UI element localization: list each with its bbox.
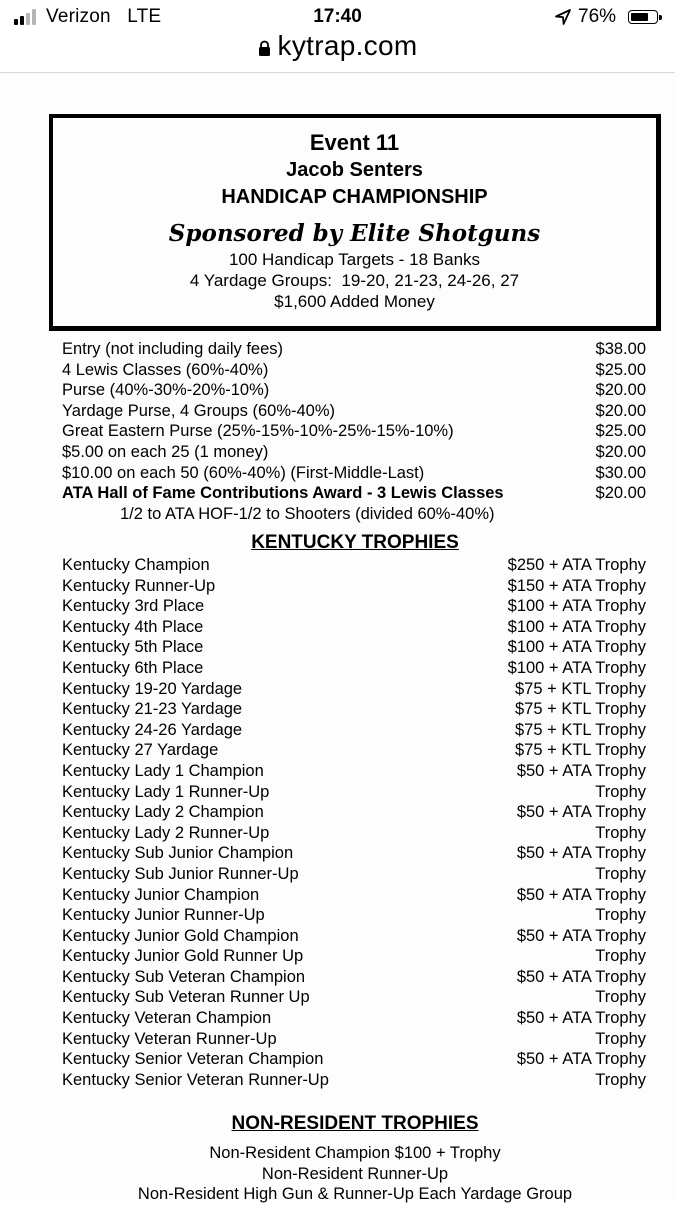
trophy-award: $50 + ATA Trophy: [516, 1050, 646, 1069]
fee-row: Entry (not including daily fees) $38.00: [62, 340, 646, 358]
non-resident-list: [0, 1143, 675, 1205]
trophy-label: Kentucky Junior Runner-Up: [62, 906, 265, 925]
kentucky-trophies-list: [62, 555, 646, 1090]
event-yardage-groups: 4 Yardage Groups: 19-20, 21-23, 24-26, 27: [189, 271, 520, 290]
trophy-row: [62, 761, 646, 782]
non-resident-line: Non-Resident Runner-Up: [261, 1164, 449, 1183]
trophy-label: Kentucky 27 Yardage: [62, 741, 219, 760]
event-added-money: $1,600 Added Money: [274, 292, 435, 311]
trophy-row: [62, 782, 646, 803]
clock: 17:40: [313, 6, 362, 27]
fees-list: [62, 339, 646, 524]
trophy-row: [62, 720, 646, 741]
trophy-label: Kentucky Lady 1 Runner-Up: [62, 782, 270, 801]
fee-row: Yardage Purse, 4 Groups (60%-40%) $20.00: [62, 401, 646, 420]
trophy-row: [62, 823, 646, 844]
non-resident-line: Non-Resident Champion $100 + Trophy: [209, 1144, 501, 1162]
trophy-row: [62, 967, 646, 988]
trophy-label: Kentucky Sub Veteran Runner Up: [62, 988, 310, 1007]
fee-row: 4 Lewis Classes (60%-40%) $25.00: [62, 360, 646, 379]
trophy-label: Kentucky 4th Place: [62, 617, 204, 636]
trophy-award: $100 + ATA Trophy: [507, 597, 646, 616]
trophy-award: $50 + ATA Trophy: [516, 926, 646, 945]
trophy-award: $150 + ATA Trophy: [507, 576, 646, 595]
trophy-label: Kentucky Lady 1 Champion: [62, 761, 264, 780]
trophy-row: [62, 1070, 646, 1091]
fees-note: 1/2 to ATA HOF-1/2 to Shooters (divided 60%-40%): [120, 504, 495, 523]
trophy-row: [62, 926, 646, 947]
trophy-award: $50 + ATA Trophy: [516, 803, 646, 822]
trophy-row: [62, 946, 646, 967]
trophy-label: Kentucky Senior Veteran Champion: [62, 1050, 324, 1069]
location-arrow-icon: [554, 8, 572, 26]
trophy-label: Kentucky 3rd Place: [62, 597, 205, 616]
trophy-label: Kentucky Sub Veteran Champion: [62, 967, 306, 986]
event-name: Jacob Senters: [286, 159, 423, 181]
trophy-label: Kentucky Junior Gold Champion: [62, 926, 299, 945]
trophy-row: [62, 1029, 646, 1050]
fee-row: $5.00 on each 25 (1 money) $20.00: [62, 442, 646, 461]
trophy-row: [62, 679, 646, 700]
fee-row: $10.00 on each 50 (60%-40%) (First-Middle-Last) $30.00: [62, 463, 646, 482]
battery-percent: 76%: [578, 6, 617, 27]
trophy-label: Kentucky Lady 2 Champion: [62, 803, 264, 822]
trophy-award: Trophy: [595, 947, 646, 966]
trophy-award: Trophy: [595, 1070, 646, 1089]
trophy-award: Trophy: [595, 864, 646, 883]
trophy-label: Kentucky Sub Junior Champion: [62, 844, 294, 863]
trophy-award: Trophy: [595, 1029, 646, 1048]
trophy-row: [62, 843, 646, 864]
trophy-award: $100 + ATA Trophy: [507, 638, 646, 657]
trophy-label: Kentucky 24-26 Yardage: [62, 720, 243, 739]
event-title: Event 11: [309, 130, 400, 155]
trophy-row: [62, 1049, 646, 1070]
trophy-award: Trophy: [595, 988, 646, 1007]
trophy-award: Trophy: [595, 782, 646, 801]
event-championship: HANDICAP CHAMPIONSHIP: [221, 186, 488, 208]
trophy-row: [62, 740, 646, 761]
trophy-award: $50 + ATA Trophy: [516, 885, 646, 904]
trophy-row: [62, 699, 646, 720]
trophy-award: $75 + KTL Trophy: [514, 741, 646, 760]
event-sponsor: Sponsored by Elite Shotguns: [168, 220, 541, 247]
trophy-row: [62, 637, 646, 658]
kentucky-trophies-heading: KENTUCKY TROPHIES: [251, 532, 459, 553]
trophy-label: Kentucky Senior Veteran Runner-Up: [62, 1070, 329, 1089]
trophy-row: [62, 802, 646, 823]
trophy-label: Kentucky 19-20 Yardage: [62, 679, 243, 698]
trophy-label: Kentucky 5th Place: [62, 638, 204, 657]
trophy-award: $75 + KTL Trophy: [514, 720, 646, 739]
trophy-row: [62, 658, 646, 679]
trophy-award: $50 + ATA Trophy: [516, 761, 646, 780]
non-resident-trophies-heading: NON-RESIDENT TROPHIES: [231, 1113, 479, 1134]
trophy-row: [62, 905, 646, 926]
trophy-award: $75 + KTL Trophy: [514, 679, 646, 698]
url-text[interactable]: kytrap.com: [277, 30, 418, 61]
event-header-box: [49, 114, 661, 331]
battery-icon: [628, 10, 658, 24]
event-targets: 100 Handicap Targets - 18 Banks: [228, 250, 481, 269]
address-bar[interactable]: [0, 28, 675, 72]
trophy-row: [62, 617, 646, 638]
trophy-label: Kentucky Veteran Runner-Up: [62, 1029, 277, 1048]
trophy-label: Kentucky 6th Place: [62, 658, 204, 677]
trophy-row: [62, 555, 646, 576]
trophy-award: $100 + ATA Trophy: [507, 658, 646, 677]
trophy-row: [62, 596, 646, 617]
trophy-label: Kentucky Junior Gold Runner Up: [62, 947, 304, 966]
trophy-label: Kentucky Champion: [62, 556, 210, 574]
trophy-row: [62, 576, 646, 597]
trophy-award: Trophy: [595, 823, 646, 842]
trophy-label: Kentucky Veteran Champion: [62, 1009, 272, 1028]
trophy-label: Kentucky 21-23 Yardage: [62, 700, 243, 719]
trophy-award: $100 + ATA Trophy: [507, 617, 646, 636]
non-resident-line: Non-Resident High Gun & Runner-Up Each Yardage Group: [137, 1185, 573, 1204]
trophy-award: $50 + ATA Trophy: [516, 844, 646, 863]
fee-row-hall-of-fame: ATA Hall of Fame Contributions Award - 3 Lewis Classes $20.00: [62, 484, 646, 503]
trophy-award: $75 + KTL Trophy: [514, 700, 646, 719]
trophy-label: Kentucky Junior Champion: [62, 885, 260, 904]
trophy-row: [62, 1008, 646, 1029]
trophy-row: [62, 987, 646, 1008]
lock-icon: [258, 40, 271, 57]
trophy-award: $50 + ATA Trophy: [516, 967, 646, 986]
trophy-award: $50 + ATA Trophy: [516, 1009, 646, 1028]
trophy-row: [62, 864, 646, 885]
trophy-row: [62, 885, 646, 906]
trophy-award: Trophy: [595, 906, 646, 925]
carrier-label: Verizon LTE: [46, 6, 162, 27]
trophy-label: Kentucky Runner-Up: [62, 576, 216, 595]
trophy-award: $250 + ATA Trophy: [507, 556, 646, 574]
trophy-label: Kentucky Sub Junior Runner-Up: [62, 864, 299, 883]
document-page: [0, 73, 675, 1204]
fee-row: Great Eastern Purse (25%-15%-10%-25%-15%-10%) $25.00: [62, 422, 646, 441]
trophy-label: Kentucky Lady 2 Runner-Up: [62, 823, 270, 842]
fee-row: Purse (40%-30%-20%-10%) $20.00: [62, 381, 646, 400]
